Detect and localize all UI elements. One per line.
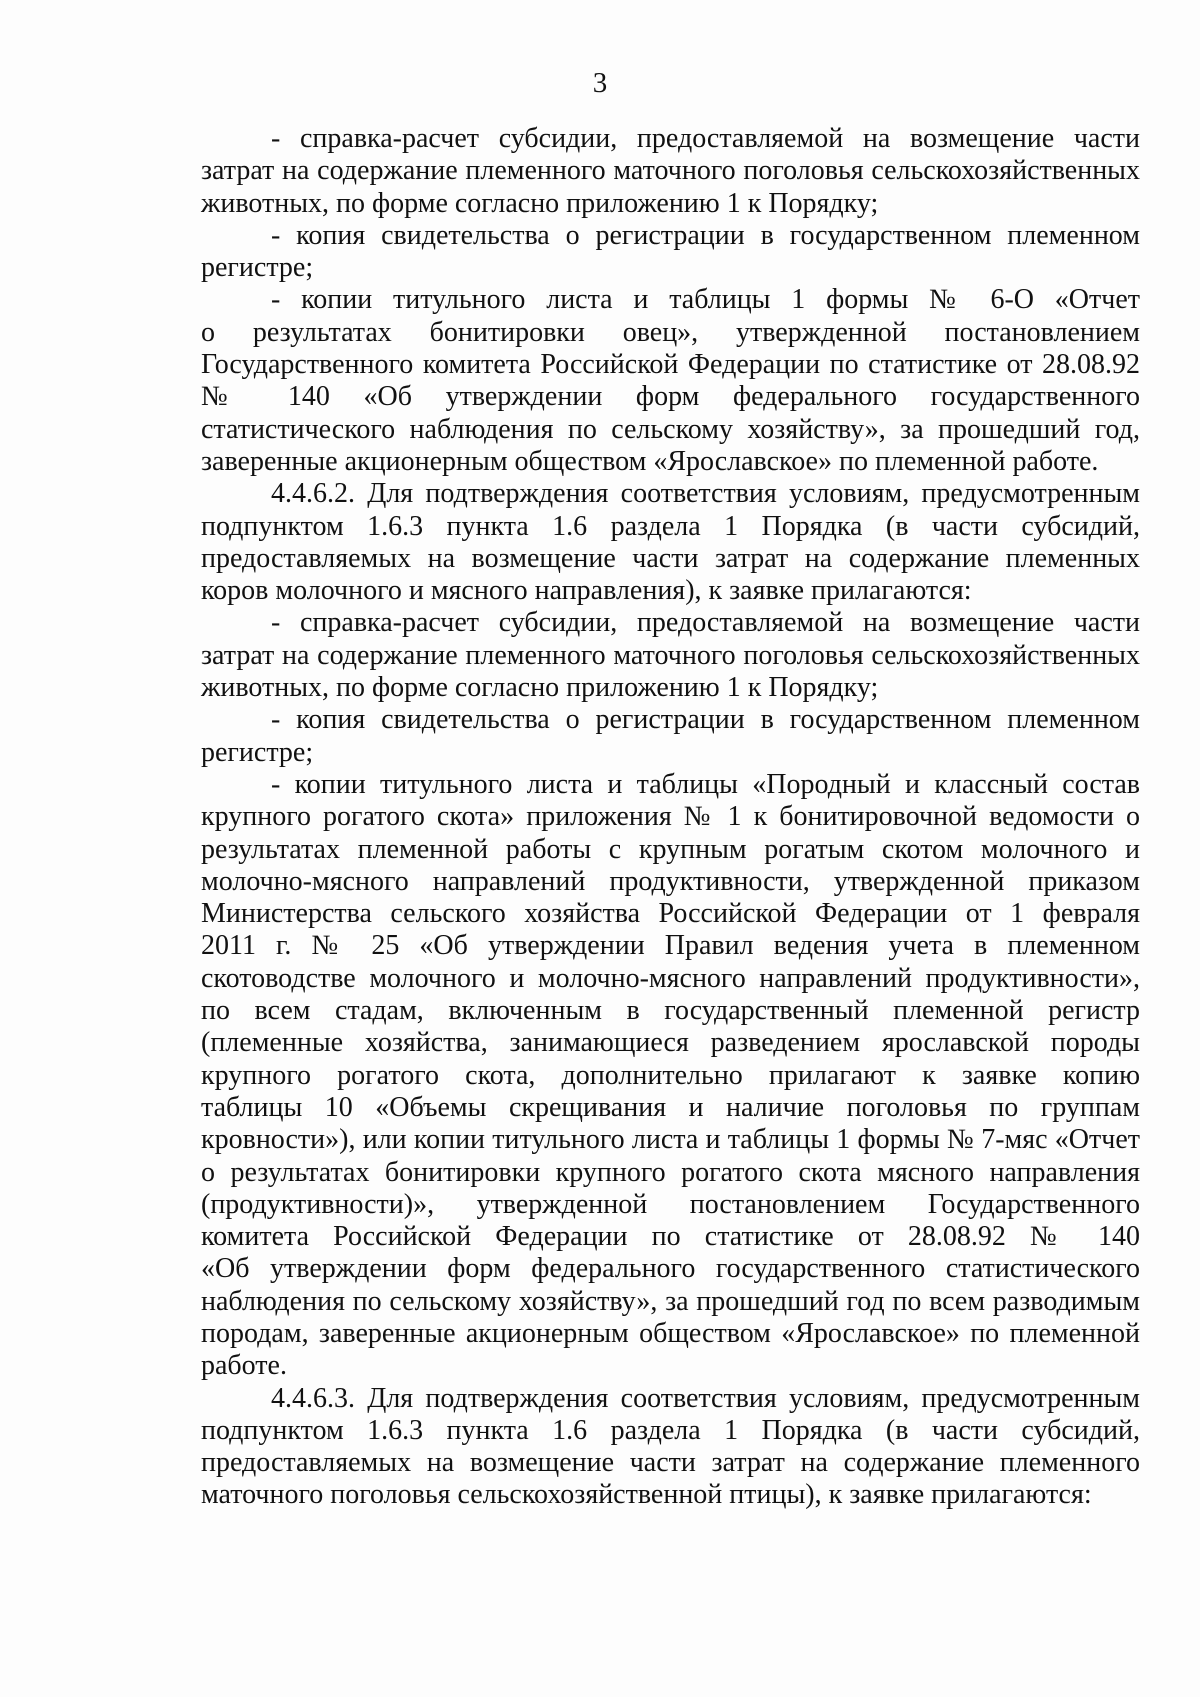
text-line: затрат на содержание племенного маточного поголовья сельскохозяйственных (201, 155, 1140, 187)
text-line: о результатах бонитировки крупного рогатого скота мясного направления (201, 1156, 1140, 1188)
text-line: - копии титульного листа и таблицы 1 формы № 6-О «Отчет (271, 284, 1140, 316)
text-line: регистре; (201, 252, 314, 284)
document-body (201, 123, 1140, 1512)
text-line: затрат на содержание племенного маточного поголовья сельскохозяйственных (201, 639, 1140, 671)
text-line: регистре; (201, 736, 314, 768)
text-line: - копия свидетельства о регистрации в государственном племенном (271, 219, 1140, 251)
text-line: предоставляемых на возмещение части затрат на содержание племенных (201, 542, 1140, 574)
text-line: «Об утверждении форм федерального государственного статистического (201, 1253, 1140, 1285)
text-line: 4.4.6.3. Для подтверждения соответствия условиям, предусмотренным (271, 1382, 1140, 1414)
text-line: результатах племенной работы с крупным рогатым скотом молочного и (201, 833, 1140, 865)
text-line: подпунктом 1.6.3 пункта 1.6 раздела 1 Порядка (в части субсидий, (201, 510, 1140, 542)
text-line: - копии титульного листа и таблицы «Породный и классный состав (271, 768, 1140, 800)
text-line: крупного рогатого скота, дополнительно прилагают к заявке копию (201, 1059, 1140, 1091)
text-line: комитета Российской Федерации по статистике от 28.08.92 № 140 (201, 1221, 1140, 1253)
text-line: Министерства сельского хозяйства Российской Федерации от 1 февраля (201, 898, 1140, 930)
text-line: скотоводстве молочного и молочно-мясного направлений продуктивности», (201, 962, 1140, 994)
text-line: Государственного комитета Российской Федерации по статистике от 28.08.92 (201, 349, 1140, 381)
text-line: - справка-расчет субсидии, предоставляемой на возмещение части (271, 607, 1140, 639)
text-line: 2011 г. № 25 «Об утверждении Правил ведения учета в племенном (201, 930, 1140, 962)
text-line: заверенные акционерным обществом «Ярославское» по племенной работе. (201, 445, 1099, 477)
text-line: - справка-расчет субсидии, предоставляемой на возмещение части (271, 123, 1140, 154)
text-line: (продуктивности)», утвержденной постановлением Государственного (201, 1188, 1140, 1220)
text-line: предоставляемых на возмещение части затрат на содержание племенного (201, 1447, 1140, 1479)
text-line: наблюдения по сельскому хозяйству», за прошедший год по всем разводимым (201, 1285, 1140, 1317)
text-line: подпунктом 1.6.3 пункта 1.6 раздела 1 Порядка (в части субсидий, (201, 1414, 1140, 1446)
text-line: крупного рогатого скота» приложения № 1 к бонитировочной ведомости о (201, 801, 1140, 833)
text-line: статистического наблюдения по сельскому хозяйству», за прошедший год, (201, 413, 1140, 445)
text-line: работе. (201, 1350, 287, 1382)
text-line: молочно-мясного направлений продуктивности, утвержденной приказом (201, 865, 1140, 897)
text-line: - копия свидетельства о регистрации в государственном племенном (271, 704, 1140, 736)
text-line: животных, по форме согласно приложению 1 к Порядку; (201, 187, 879, 219)
text-line: кровности»), или копии титульного листа и таблицы 1 формы № 7-мяс «Отчет (201, 1124, 1140, 1156)
text-line: коров молочного и мясного направления), к заявке прилагаются: (201, 575, 972, 607)
text-line: животных, по форме согласно приложению 1 к Порядку; (201, 672, 879, 704)
text-line: по всем стадам, включенным в государственный племенной регистр (201, 995, 1140, 1027)
text-line: маточного поголовья сельскохозяйственной птицы), к заявке прилагаются: (201, 1479, 1092, 1511)
page-number: 3 (592, 67, 608, 99)
text-line: породам, заверенные акционерным обществом «Ярославское» по племенной (201, 1317, 1140, 1349)
text-line: № 140 «Об утверждении форм федерального государственного (201, 381, 1140, 413)
text-line: 4.4.6.2. Для подтверждения соответствия условиям, предусмотренным (271, 478, 1140, 510)
text-line: о результатах бонитировки овец», утвержденной постановлением (201, 316, 1140, 348)
text-line: таблицы 10 «Объемы скрещивания и наличие поголовья по группам (201, 1091, 1140, 1123)
text-line: (племенные хозяйства, занимающиеся разведением ярославской породы (201, 1027, 1140, 1059)
